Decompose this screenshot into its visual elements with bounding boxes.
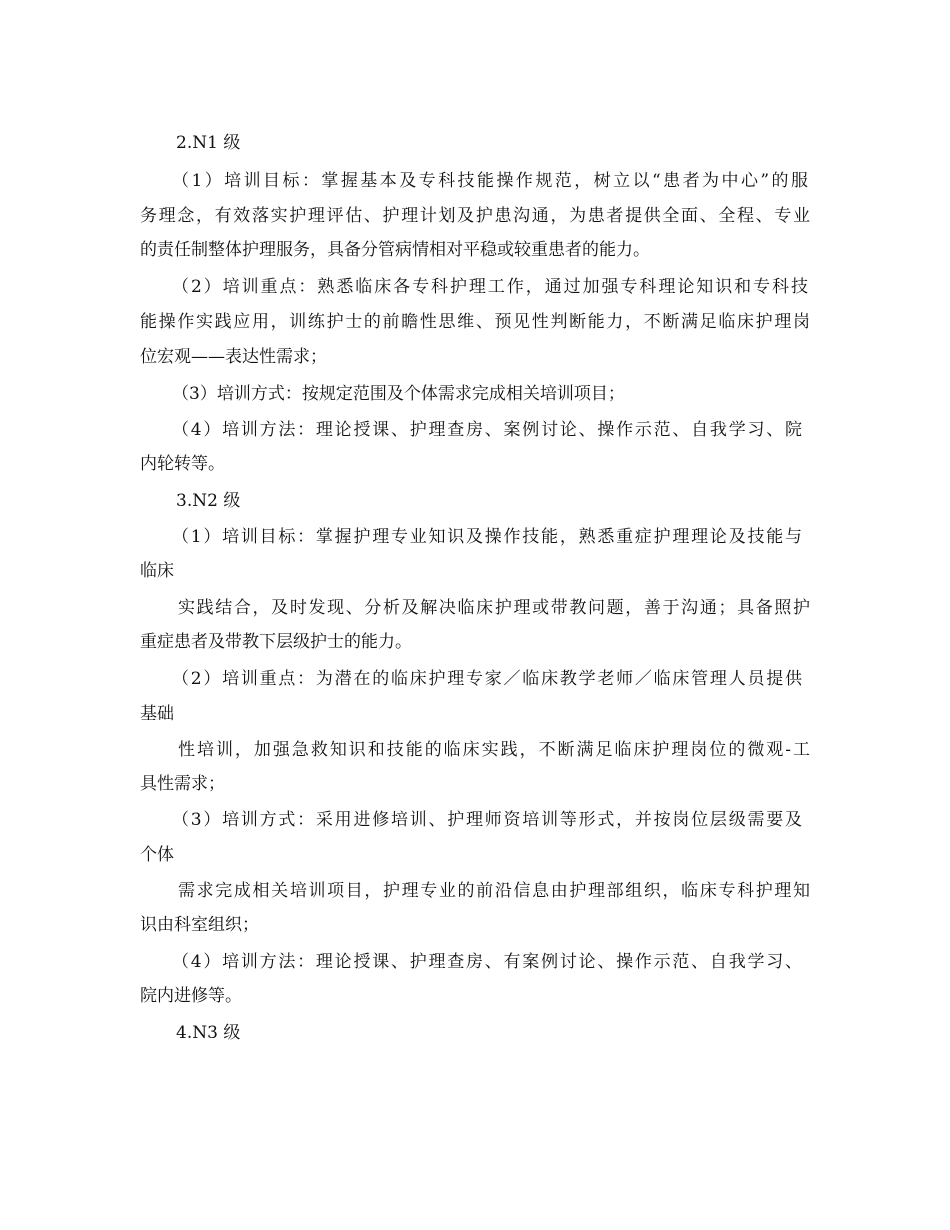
section-heading: 2.N1 级: [176, 133, 241, 153]
paragraph-line: 识由科室组织；: [140, 915, 259, 935]
paragraph-line: 实践结合，及时发现、分析及解决临床护理或带教问题，善于沟通；具备照护: [178, 598, 810, 618]
paragraph-line: （1）培训目标：掌握护理专业知识及操作技能，熟悉重症护理理论及技能与: [172, 527, 802, 547]
paragraph-line: 能操作实践应用，训练护士的前瞻性思维、预见性判断能力，不断满足临床护理岗: [140, 312, 810, 332]
paragraph-line: （4）培训方法：理论授课、护理查房、有案例讨论、操作示范、自我学习、: [172, 952, 802, 972]
paragraph-line: 的责任制整体护理服务，具备分管病情相对平稳或较重患者的能力。: [140, 240, 650, 260]
section-heading: 4.N3 级: [176, 1023, 241, 1043]
paragraph-line: （2）培训重点：为潜在的临床护理专家／临床教学老师／临床管理人员提供: [172, 669, 802, 689]
paragraph-line: 具性需求；: [140, 774, 225, 794]
paragraph-line: 需求完成相关培训项目，护理专业的前沿信息由护理部组织，临床专科护理知: [178, 881, 810, 901]
paragraph-line: 基础: [140, 704, 174, 724]
paragraph-line: （1）培训目标：掌握基本及专科技能操作规范，树立以“患者为中心”的服: [172, 171, 808, 191]
paragraph-line: 性培训，加强急救知识和技能的临床实践，不断满足临床护理岗位的微观-工: [178, 740, 810, 760]
paragraph-line: （3）培训方式：按规定范围及个体需求完成相关培训项目；: [172, 384, 625, 404]
paragraph-line: 院内进修等。: [140, 986, 242, 1006]
section-heading: 3.N2 级: [176, 491, 241, 511]
paragraph-line: （4）培训方法：理论授课、护理查房、案例讨论、操作示范、自我学习、院: [172, 420, 802, 440]
paragraph-line: 个体: [140, 845, 174, 865]
paragraph-line: 临床: [140, 561, 174, 581]
paragraph-line: （2）培训重点：熟悉临床各专科护理工作，通过加强专科理论知识和专科技: [172, 277, 808, 297]
paragraph-line: 内轮转等。: [140, 454, 225, 474]
paragraph-line: 务理念，有效落实护理评估、护理计划及护患沟通，为患者提供全面、全程、专业: [140, 206, 810, 226]
paragraph-line: 位宏观——表达性需求；: [140, 347, 327, 367]
paragraph-line: 重症患者及带教下层级护士的能力。: [140, 632, 412, 652]
paragraph-line: （3）培训方式：采用进修培训、护理师资培训等形式，并按岗位层级需要及: [172, 810, 802, 830]
